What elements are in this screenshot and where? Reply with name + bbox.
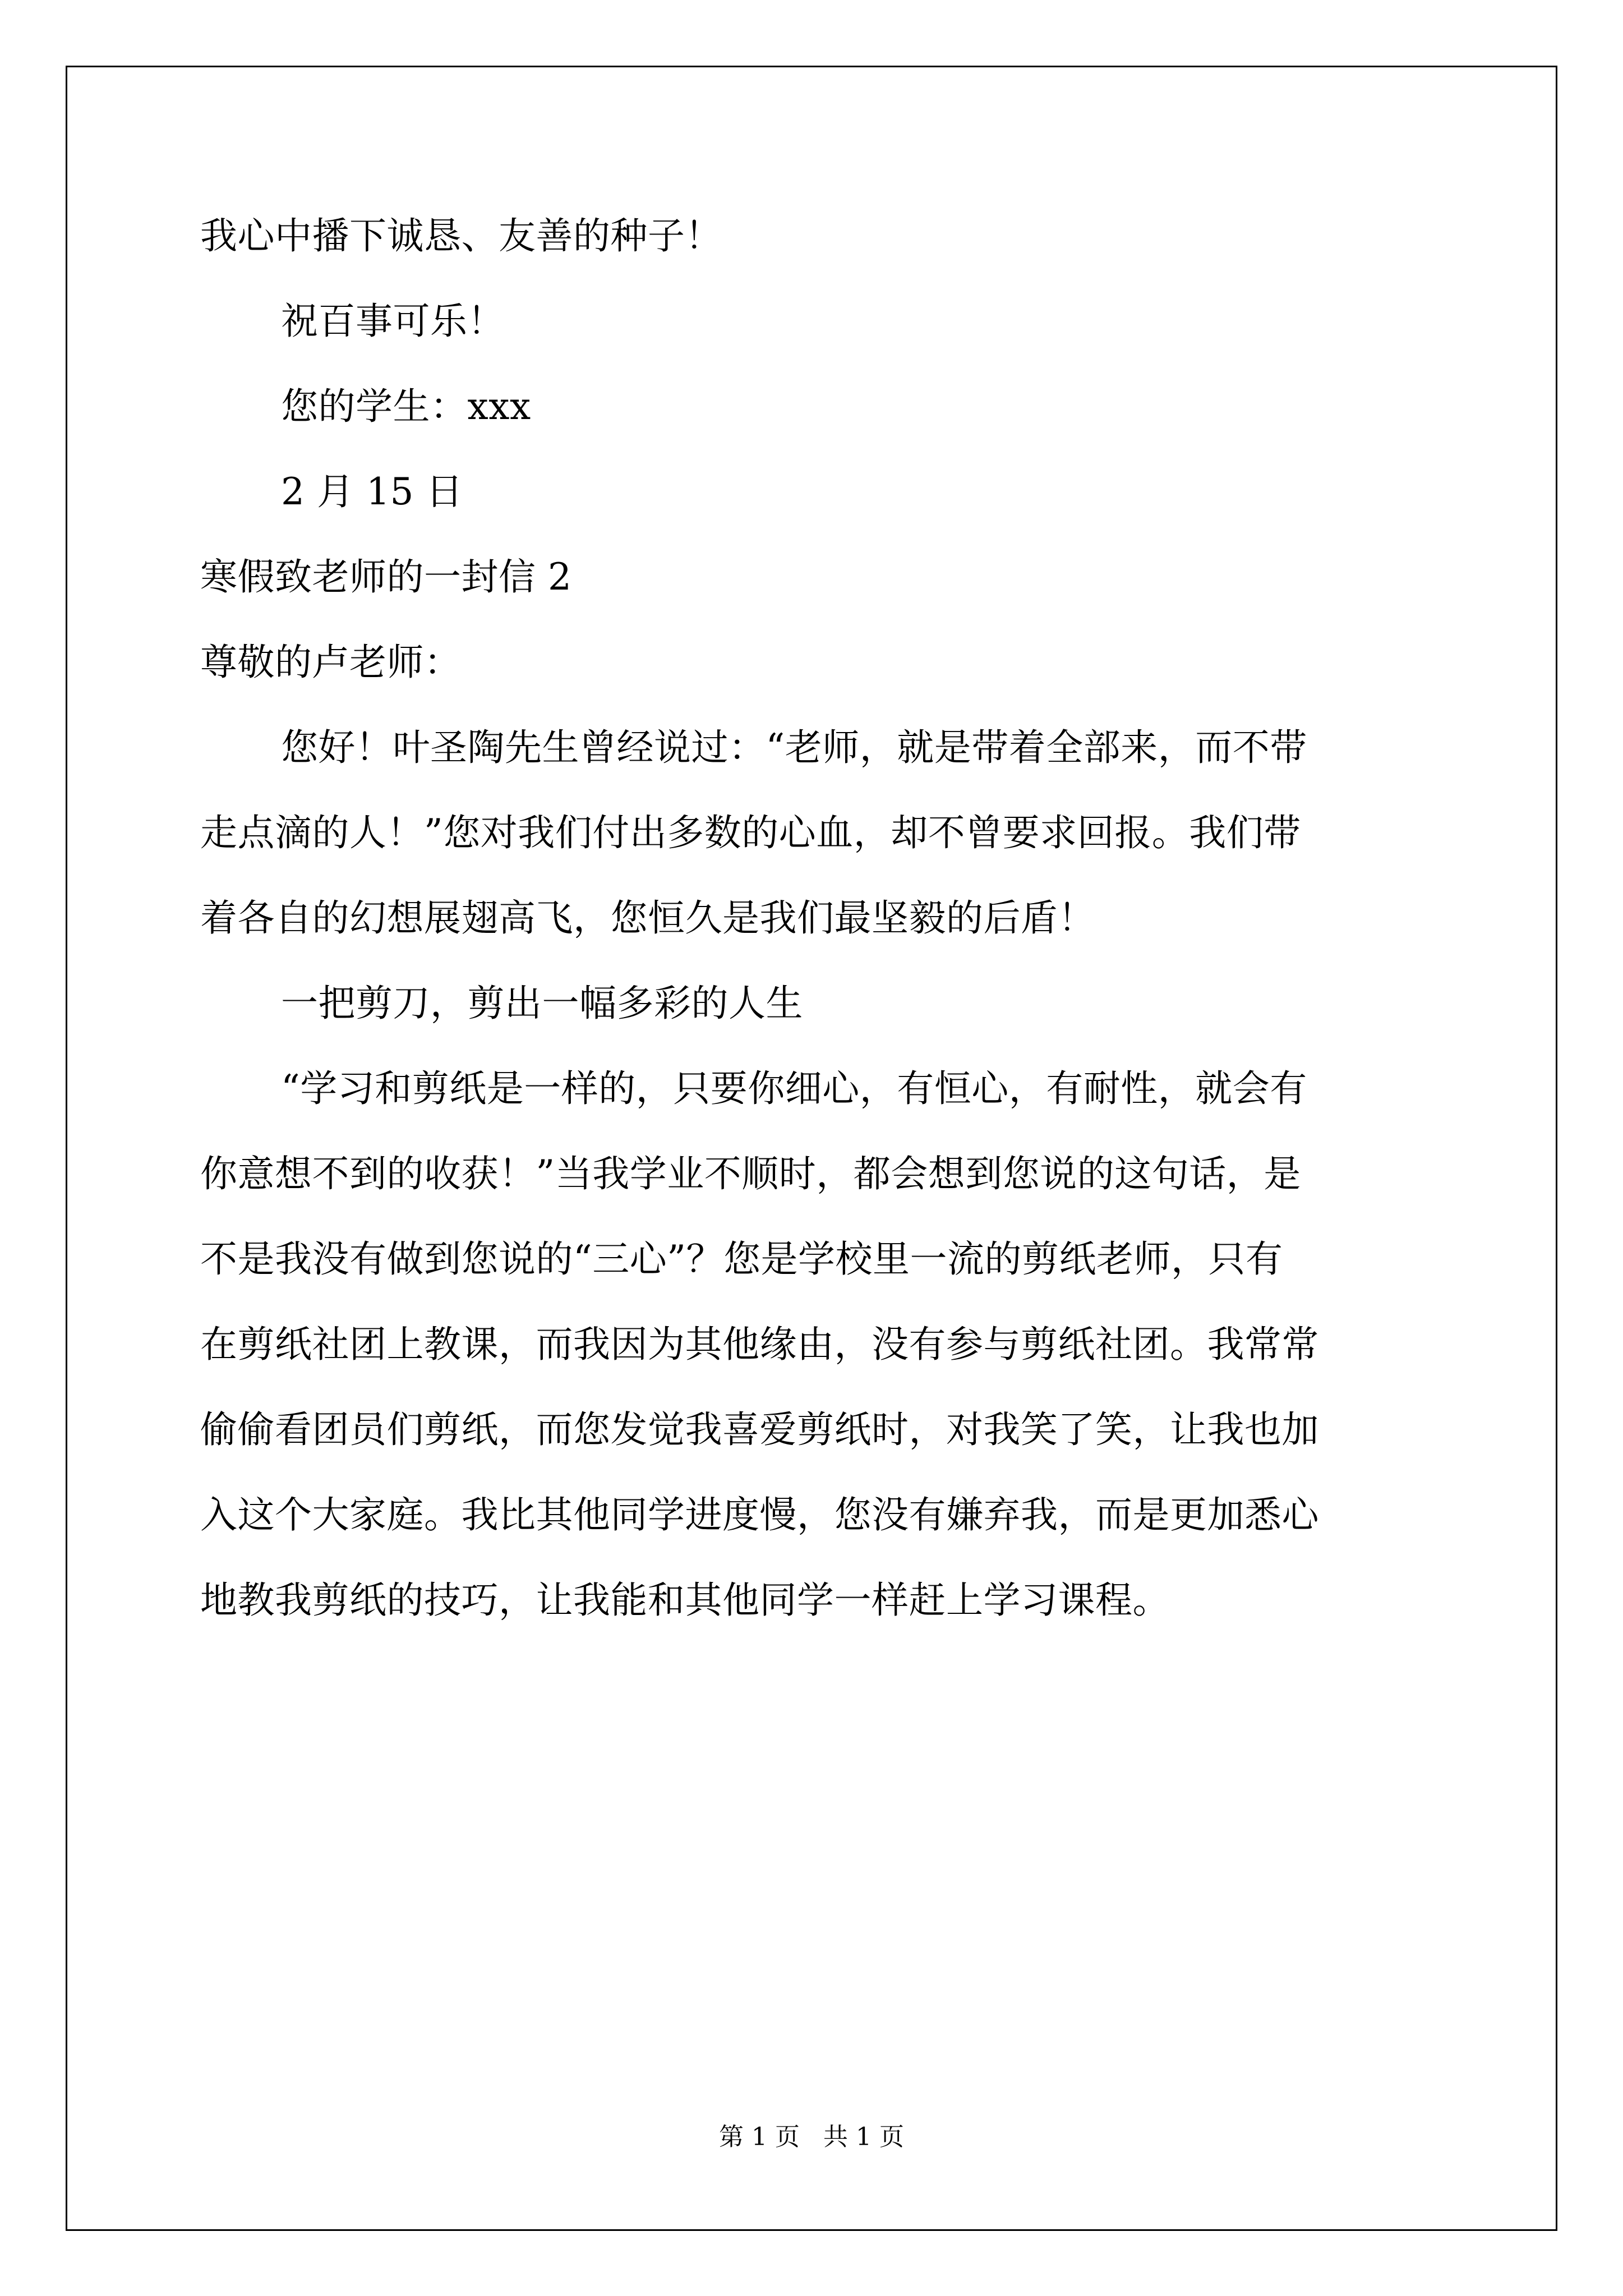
- text-line: 你意想不到的收获！”当我学业不顺时，都会想到您说的这句话，是: [200, 1152, 1301, 1195]
- text-line: 地教我剪纸的技巧，让我能和其他同学一样赶上学习课程。: [200, 1579, 1170, 1622]
- page-footer: 第 1 页 共 1 页: [719, 2123, 904, 2151]
- text-line: 不是我没有做到您说的“三心”？您是学校里一流的剪纸老师，只有: [200, 1237, 1283, 1281]
- text-line: 走点滴的人！”您对我们付出多数的心血，却不曾要求回报。我们带: [200, 811, 1301, 854]
- text-line: 您好！叶圣陶先生曾经说过：“老师，就是带着全部来，而不带: [281, 726, 1307, 769]
- text-line: 我心中播下诚恳、友善的种子！: [200, 214, 722, 257]
- section-heading: 一把剪刀，剪出一幅多彩的人生: [281, 982, 803, 1025]
- letter-title: 寒假致老师的一封信 2: [200, 555, 572, 599]
- text-line: 在剪纸社团上教课，而我因为其他缘由，没有参与剪纸社团。我常常: [200, 1323, 1319, 1366]
- signature: 您的学生：xxx: [281, 385, 531, 428]
- date: 2 月 15 日: [281, 470, 463, 513]
- text-line: 着各自的幻想展翅高飞，您恒久是我们最坚毅的后盾！: [200, 896, 1095, 940]
- text-line: 入这个大家庭。我比其他同学进度慢，您没有嫌弃我，而是更加悉心: [200, 1493, 1319, 1536]
- closing-wish: 祝百事可乐！: [281, 300, 505, 343]
- text-line: 偷偷看团员们剪纸，而您发觉我喜爱剪纸时，对我笑了笑，让我也加: [200, 1408, 1319, 1451]
- salutation: 尊敬的卢老师：: [200, 641, 462, 684]
- text-line: “学习和剪纸是一样的，只要你细心，有恒心，有耐性，就会有: [281, 1067, 1307, 1110]
